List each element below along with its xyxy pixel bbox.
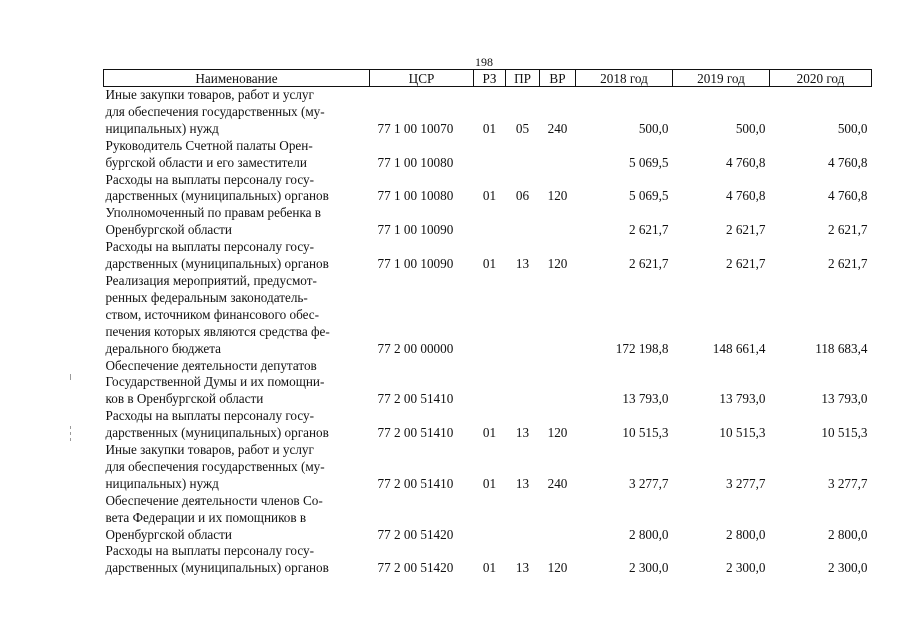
row-csr: 77 1 00 10090 bbox=[377, 256, 454, 272]
row-name-line: ниципальных) нужд bbox=[105, 475, 219, 491]
row-pr: 06 bbox=[515, 188, 530, 204]
header-pr: ПР bbox=[506, 70, 540, 87]
row-y2019: 148 661,4 bbox=[712, 340, 766, 356]
row-csr: 77 1 00 10080 bbox=[377, 188, 454, 204]
table-row bbox=[104, 408, 872, 442]
row-name-line: дарственных (муниципальных) органов bbox=[105, 188, 329, 204]
row-name bbox=[104, 408, 370, 442]
row-vr bbox=[540, 138, 576, 172]
row-y2019: 2 621,7 bbox=[725, 256, 766, 272]
row-y2019: 2 800,0 bbox=[725, 526, 766, 542]
row-name-line: Иные закупки товаров, работ и услуг bbox=[105, 87, 314, 102]
row-y2019: 13 793,0 bbox=[719, 391, 766, 407]
row-name-line: ков в Оренбургской области bbox=[105, 391, 264, 407]
row-name-line: ниципальных) нужд bbox=[105, 120, 219, 136]
row-rz bbox=[474, 273, 506, 358]
row-y2018: 172 198,8 bbox=[615, 340, 669, 356]
row-y2018: 2 621,7 bbox=[628, 222, 669, 238]
row-y2020: 13 793,0 bbox=[821, 391, 868, 407]
table-row bbox=[104, 239, 872, 273]
header-name: Наименование bbox=[104, 70, 370, 87]
row-name bbox=[104, 543, 370, 577]
row-csr: 77 2 00 51410 bbox=[377, 425, 454, 441]
row-rz: 01 bbox=[482, 120, 497, 136]
row-y2018: 3 277,7 bbox=[628, 475, 669, 491]
row-y2018: 5 069,5 bbox=[628, 154, 669, 170]
margin-mark bbox=[70, 374, 71, 380]
row-y2020: 2 621,7 bbox=[827, 222, 868, 238]
row-rz: 01 bbox=[482, 256, 497, 272]
row-y2020: 2 800,0 bbox=[827, 526, 868, 542]
row-y2019: 2 300,0 bbox=[725, 560, 766, 576]
row-vr: 120 bbox=[547, 256, 568, 272]
row-pr: 13 bbox=[515, 256, 530, 272]
row-rz: 01 bbox=[482, 188, 497, 204]
row-name bbox=[104, 239, 370, 273]
header-2020: 2020 год bbox=[770, 70, 872, 87]
row-rz bbox=[474, 205, 506, 239]
row-y2018: 10 515,3 bbox=[622, 425, 669, 441]
row-y2020: 4 760,8 bbox=[827, 154, 868, 170]
row-name-line: печения которых являются средства фе- bbox=[105, 323, 330, 339]
row-name-line: Иные закупки товаров, работ и услуг bbox=[105, 442, 314, 458]
row-name bbox=[104, 138, 370, 172]
row-pr bbox=[506, 493, 540, 544]
row-pr bbox=[506, 138, 540, 172]
table-row bbox=[104, 138, 872, 172]
row-name-line: ством, источником финансового обес- bbox=[105, 306, 320, 322]
row-name-line: Государственной Думы и их помощни- bbox=[105, 374, 325, 390]
row-vr bbox=[540, 205, 576, 239]
table-row bbox=[104, 493, 872, 544]
row-y2018: 500,0 bbox=[638, 120, 669, 136]
row-y2020: 4 760,8 bbox=[827, 188, 868, 204]
row-name-line: Реализация мероприятий, предусмот- bbox=[105, 272, 317, 288]
row-rz: 01 bbox=[482, 425, 497, 441]
row-name-line: для обеспечения государственных (му- bbox=[105, 103, 325, 119]
row-vr bbox=[540, 493, 576, 544]
row-pr: 13 bbox=[515, 560, 530, 576]
row-pr bbox=[506, 273, 540, 358]
row-y2018: 13 793,0 bbox=[622, 391, 669, 407]
row-name bbox=[104, 205, 370, 239]
header-csr: ЦСР bbox=[370, 70, 474, 87]
row-rz bbox=[474, 138, 506, 172]
row-name-line: Уполномоченный по правам ребенка в bbox=[105, 205, 322, 221]
row-y2020: 500,0 bbox=[837, 120, 868, 136]
margin-mark bbox=[70, 438, 71, 441]
row-name bbox=[104, 442, 370, 493]
row-vr bbox=[540, 273, 576, 358]
page-number: 198 bbox=[475, 55, 493, 69]
row-name bbox=[104, 273, 370, 358]
row-name-line: Оренбургской области bbox=[105, 222, 232, 238]
row-name-line: Обеспечение деятельности членов Со- bbox=[105, 492, 323, 508]
row-y2020: 10 515,3 bbox=[821, 425, 868, 441]
table-row bbox=[104, 87, 872, 138]
row-name bbox=[104, 87, 370, 138]
row-y2020: 118 683,4 bbox=[815, 340, 868, 356]
row-name bbox=[104, 493, 370, 544]
row-csr: 77 2 00 00000 bbox=[377, 340, 454, 356]
row-name-line: ренных федеральным законодатель- bbox=[105, 289, 308, 305]
row-name-line: вета Федерации и их помощников в bbox=[105, 509, 307, 525]
row-vr: 120 bbox=[547, 188, 568, 204]
row-pr bbox=[506, 358, 540, 409]
row-name-line: Расходы на выплаты персоналу госу- bbox=[105, 239, 315, 255]
row-rz bbox=[474, 493, 506, 544]
row-name-line: дерального бюджета bbox=[105, 340, 222, 356]
row-y2019: 4 760,8 bbox=[725, 188, 766, 204]
row-name-line: Оренбургской области bbox=[105, 526, 232, 542]
table-row bbox=[104, 172, 872, 206]
header-rz: РЗ bbox=[474, 70, 506, 87]
row-pr: 13 bbox=[515, 425, 530, 441]
row-vr: 240 bbox=[547, 475, 568, 491]
row-y2020: 3 277,7 bbox=[827, 475, 868, 491]
row-csr: 77 2 00 51420 bbox=[377, 526, 454, 542]
row-vr bbox=[540, 358, 576, 409]
row-rz bbox=[474, 358, 506, 409]
row-name-line: Руководитель Счетной палаты Орен- bbox=[105, 137, 313, 153]
row-name bbox=[104, 172, 370, 206]
table-body bbox=[104, 87, 872, 578]
table-row bbox=[104, 358, 872, 409]
row-y2019: 4 760,8 bbox=[725, 154, 766, 170]
row-name-line: дарственных (муниципальных) органов bbox=[105, 560, 329, 576]
row-csr: 77 1 00 10090 bbox=[377, 222, 454, 238]
row-vr: 120 bbox=[547, 560, 568, 576]
row-y2020: 2 621,7 bbox=[827, 256, 868, 272]
header-2019: 2019 год bbox=[673, 70, 770, 87]
row-pr bbox=[506, 205, 540, 239]
row-pr: 13 bbox=[515, 475, 530, 491]
row-name-line: Расходы на выплаты персоналу госу- bbox=[105, 543, 315, 559]
row-y2018: 2 300,0 bbox=[628, 560, 669, 576]
row-name bbox=[104, 358, 370, 409]
row-vr: 120 bbox=[547, 425, 568, 441]
row-name-line: для обеспечения государственных (му- bbox=[105, 458, 325, 474]
row-vr: 240 bbox=[547, 120, 568, 136]
row-y2019: 10 515,3 bbox=[719, 425, 766, 441]
row-y2018: 2 800,0 bbox=[628, 526, 669, 542]
row-y2020: 2 300,0 bbox=[827, 560, 868, 576]
row-y2019: 500,0 bbox=[735, 120, 766, 136]
table-header-row bbox=[104, 70, 872, 87]
row-name-line: Расходы на выплаты персоналу госу- bbox=[105, 408, 315, 424]
header-vr: ВР bbox=[540, 70, 576, 87]
table-row bbox=[104, 273, 872, 358]
row-y2019: 2 621,7 bbox=[725, 222, 766, 238]
row-csr: 77 2 00 51410 bbox=[377, 475, 454, 491]
margin-mark bbox=[70, 432, 71, 435]
row-csr: 77 2 00 51410 bbox=[377, 391, 454, 407]
row-name-line: Расходы на выплаты персоналу госу- bbox=[105, 171, 315, 187]
header-2018: 2018 год bbox=[576, 70, 673, 87]
row-csr: 77 1 00 10080 bbox=[377, 154, 454, 170]
row-y2018: 2 621,7 bbox=[628, 256, 669, 272]
row-y2019: 3 277,7 bbox=[725, 475, 766, 491]
row-rz: 01 bbox=[482, 560, 497, 576]
row-csr: 77 2 00 51420 bbox=[377, 560, 454, 576]
row-name-line: бургской области и его заместители bbox=[105, 154, 307, 170]
budget-table bbox=[103, 69, 872, 577]
table-row bbox=[104, 205, 872, 239]
row-name-line: дарственных (муниципальных) органов bbox=[105, 256, 329, 272]
table-row bbox=[104, 543, 872, 577]
margin-mark bbox=[70, 426, 71, 429]
row-rz: 01 bbox=[482, 475, 497, 491]
row-y2018: 5 069,5 bbox=[628, 188, 669, 204]
row-csr: 77 1 00 10070 bbox=[377, 120, 454, 136]
row-pr: 05 bbox=[515, 120, 530, 136]
table-row bbox=[104, 442, 872, 493]
row-name-line: Обеспечение деятельности депутатов bbox=[105, 357, 317, 373]
row-name-line: дарственных (муниципальных) органов bbox=[105, 425, 329, 441]
